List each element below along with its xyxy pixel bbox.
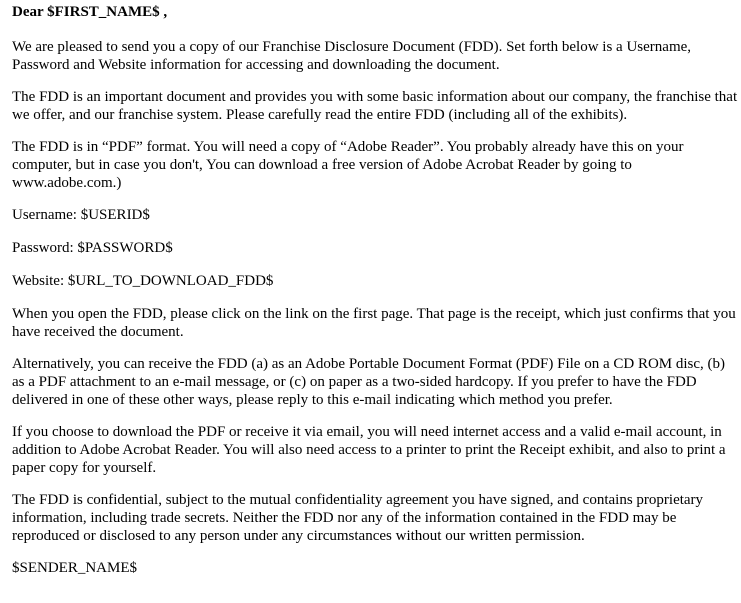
alternatives-paragraph: Alternatively, you can receive the FDD (a) as an Adobe Portable Document Format (PDF) File on a CD ROM disc, (b) as a PDF attachment to an e-mail message, or (c) on paper as a two-sided hardcopy. If you prefer to have the FDD delivered in one of these other ways, please reply to this e-mail indicating which method you prefer. [12,356,726,408]
username-line: Username: $USERID$ [12,207,150,223]
sender-signature: $SENDER_NAME$ [12,560,138,576]
website-line: Website: $URL_TO_DOWNLOAD_FDD$ [12,273,274,289]
password-line: Password: $PASSWORD$ [12,240,173,256]
email-body [12,3,741,591]
receipt-paragraph: When you open the FDD, please click on the link on the first page. That page is the receipt, which just confirms that you have received the document. [12,306,736,340]
pdf-format-paragraph: The FDD is in “PDF” format. You will need a copy of “Adobe Reader”. You probably already have this on your computer, but in case you don't, You can download a free version of Adobe Acrobat Reader by going to www.adobe.com.) [12,139,684,191]
greeting: Dear $FIRST_NAME$ , [12,4,168,20]
intro-paragraph: We are pleased to send you a copy of our Franchise Disclosure Document (FDD). Set forth below is a Username, Password and Website information for accessing and downloading the document. [12,39,692,73]
confidentiality-paragraph: The FDD is confidential, subject to the mutual confidentiality agreement you have signed, and contains proprietary information, including trade secrets. Neither the FDD nor any of the information contained in the FDD may be reproduced or disclosed to any person under any circumstances without our written permission. [12,492,704,544]
importance-paragraph: The FDD is an important document and provides you with some basic information about our company, the franchise that we offer, and our franchise system. Please carefully read the entire FDD (including all of the exhibits). [12,89,738,123]
requirements-paragraph: If you choose to download the PDF or receive it via email, you will need internet access and a valid e-mail account, in addition to Adobe Acrobat Reader. You will also need access to a printer to print the Receipt exhibit, and also to print a paper copy for yourself. [12,424,726,476]
